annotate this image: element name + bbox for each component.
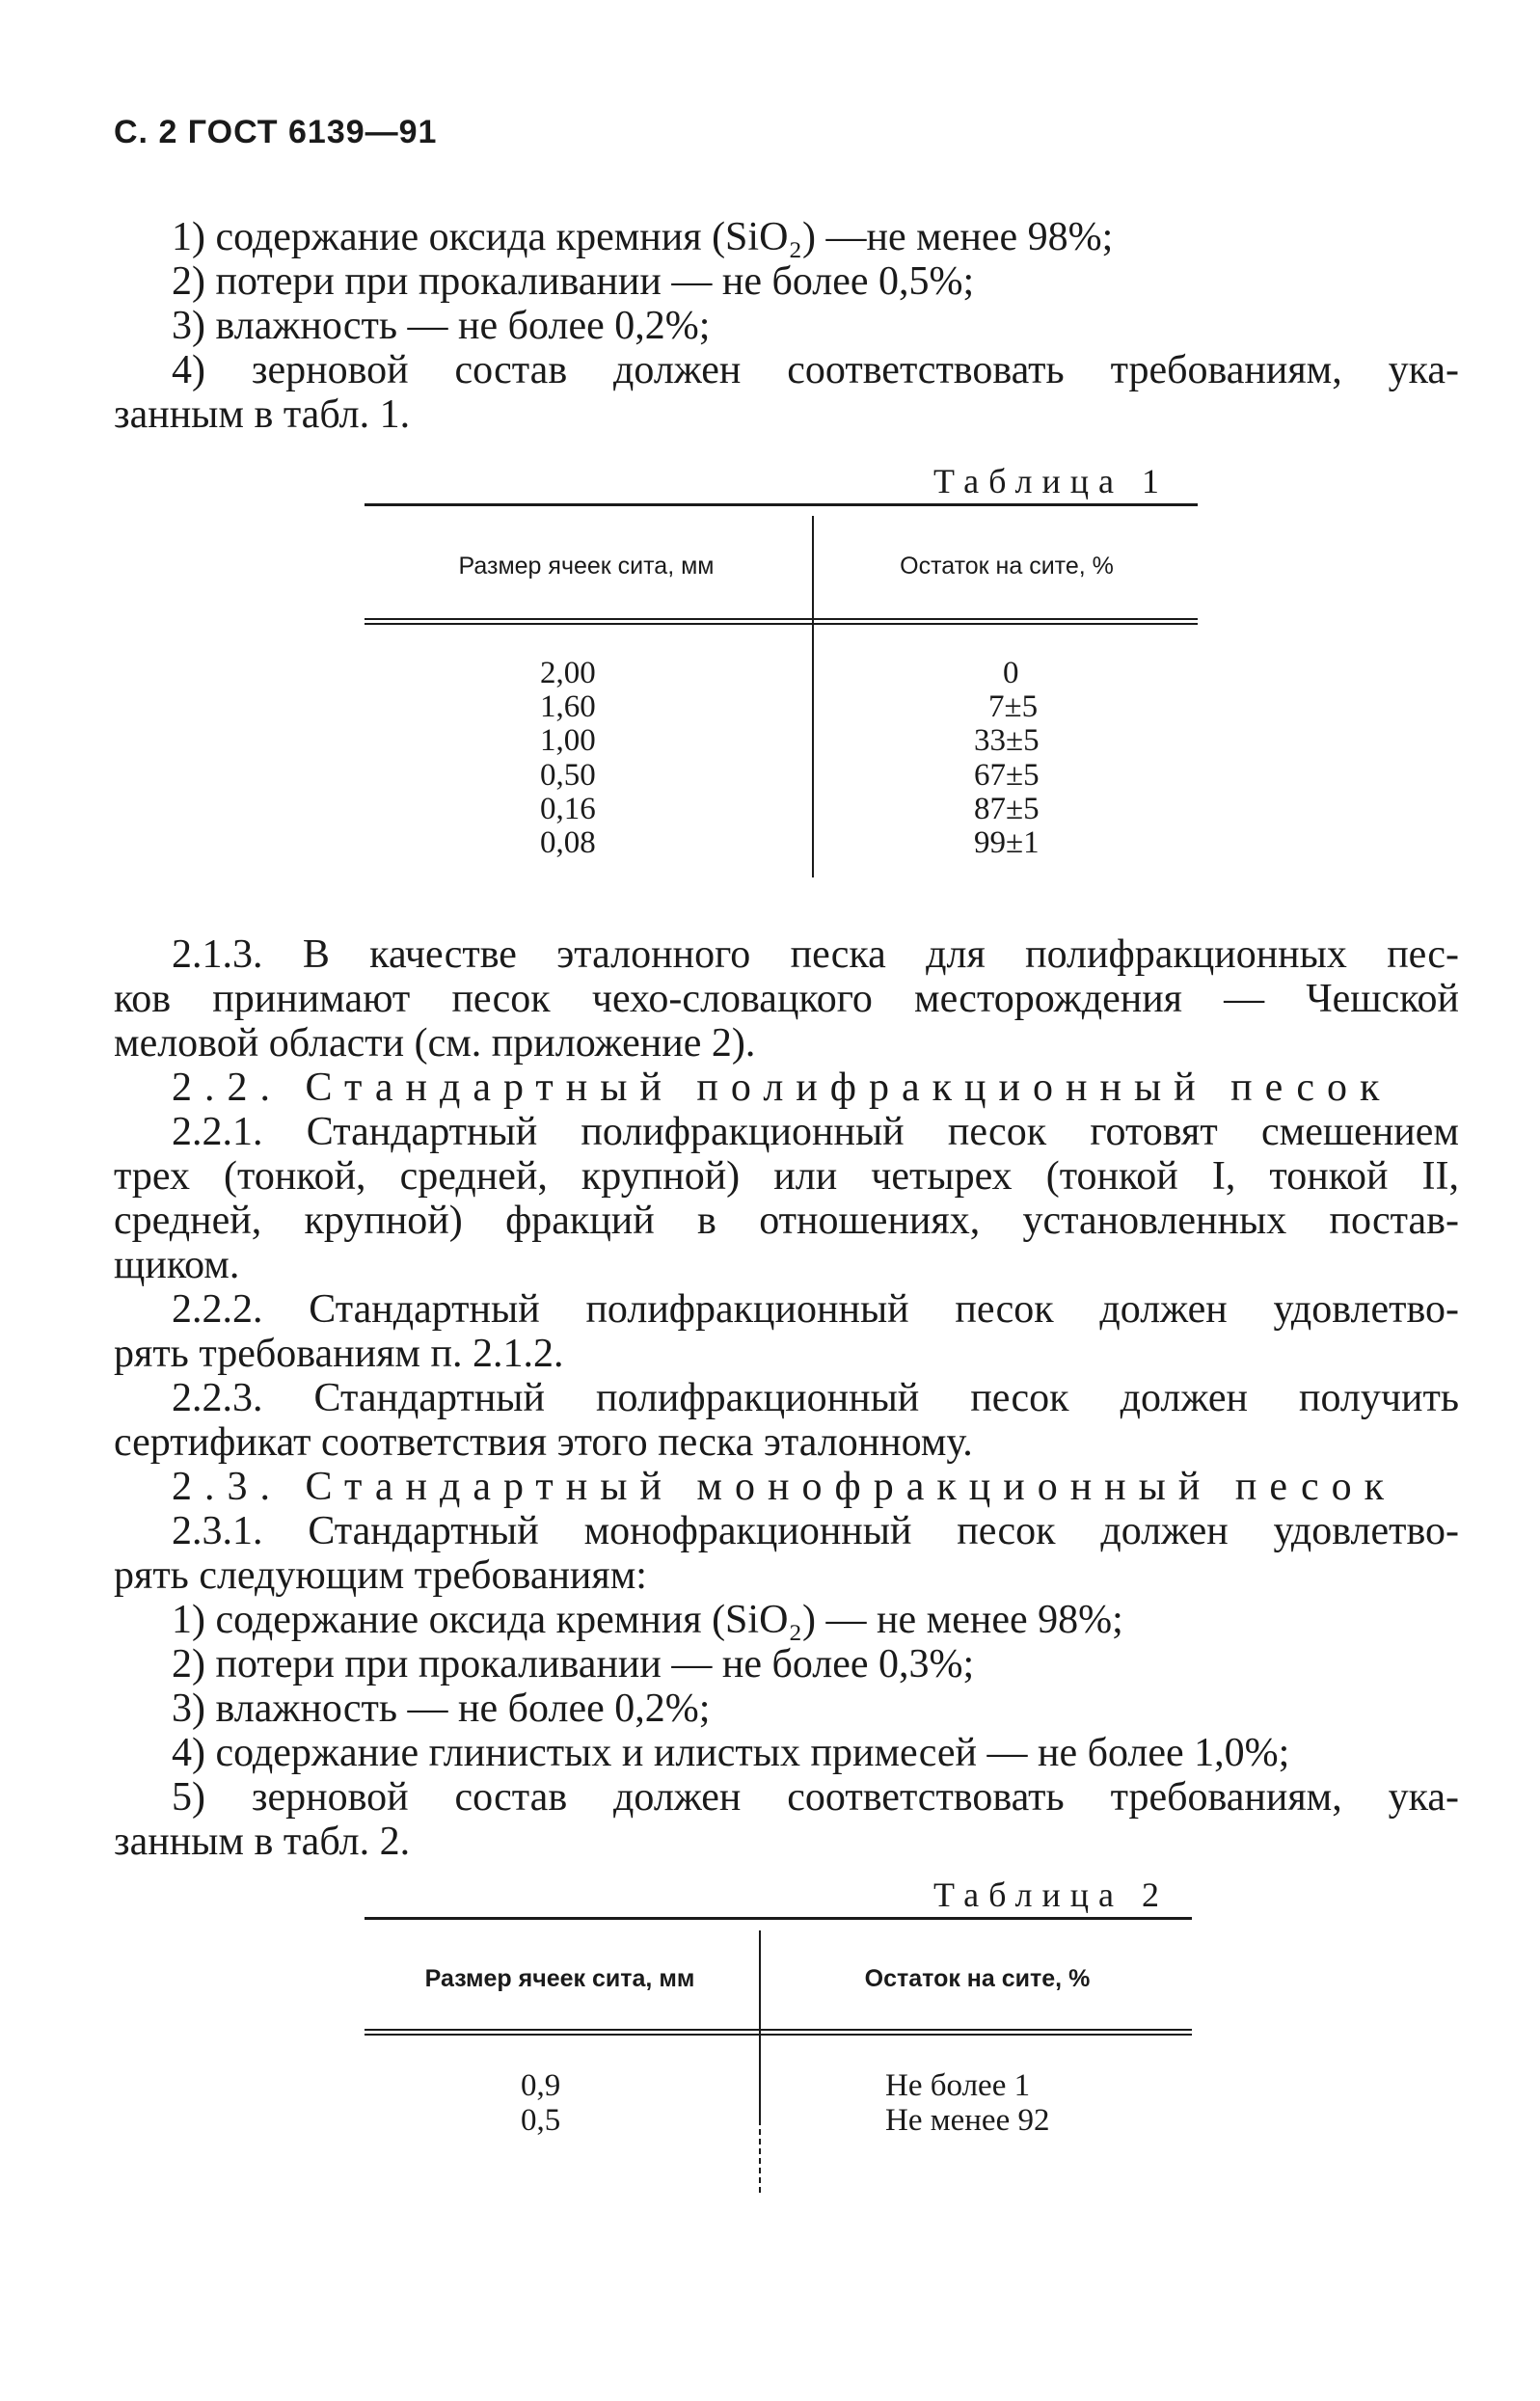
table1-residue: 7±5 xyxy=(988,689,1039,724)
table2-caption: Таблица 2 xyxy=(933,1875,1169,1914)
table1-residue: 0 xyxy=(1003,656,1019,690)
para-2-2-1-line1: 2.2.1. Стандартный полифракционный песок готовят смешением xyxy=(172,1110,1459,1154)
list2-item-5-cont: занным в табл. 2. xyxy=(114,1820,411,1864)
list1-item-4: 4) зерновой состав должен соответствовать требованиям, ука- xyxy=(172,348,1459,392)
para-2-1-3-line3: меловой области (см. приложение 2). xyxy=(114,1021,756,1066)
list2-item-2: 2) потери при прокаливании — не более 0,3%; xyxy=(172,1642,975,1686)
para-2-2-3-line1: 2.2.3. Стандартный полифракционный песок должен получить xyxy=(172,1376,1459,1420)
table1-size: 2,00 xyxy=(540,656,596,690)
list1-item-1: 1) содержание оксида кремния (SiO₂) —не менее 98%; xyxy=(172,215,1114,259)
para-2-1-3-line1: 2.1.3. В качестве эталонного песка для полифракционных пес- xyxy=(172,932,1459,977)
table2-size: 0,9 xyxy=(521,2068,561,2103)
table1-header-rule xyxy=(365,618,1198,625)
para-2-3-1-line1: 2.3.1. Стандартный монофракционный песок должен удовлетво- xyxy=(172,1509,1459,1553)
table1-caption: Таблица 1 xyxy=(933,462,1169,500)
table1-residue: 87±5 xyxy=(974,792,1040,826)
section-2-3-title: 2.3. Стандартный монофракционный песок xyxy=(172,1465,1397,1509)
para-2-2-3-line2: сертификат соответствия этого песка эталонному. xyxy=(114,1420,973,1465)
list1-item-2: 2) потери при прокаливании — не более 0,5%; xyxy=(172,259,975,304)
table1-size: 0,16 xyxy=(540,792,596,826)
table1-residue: 33±5 xyxy=(974,723,1040,758)
section-2-2-title: 2.2. Стандартный полифракционный песок xyxy=(172,1066,1392,1110)
table1-size: 0,08 xyxy=(540,825,596,860)
table1-size: 1,60 xyxy=(540,689,596,724)
table1-size: 0,50 xyxy=(540,758,596,793)
para-2-2-2-line2: рять требованиям п. 2.1.2. xyxy=(114,1332,564,1376)
list2-item-4: 4) содержание глинистых и илистых примесей — не более 1,0%; xyxy=(172,1731,1290,1775)
para-2-2-1-line4: щиком. xyxy=(114,1243,240,1287)
table2-residue: Не более 1 xyxy=(885,2068,1031,2103)
table1-residue: 99±1 xyxy=(974,825,1040,860)
list1-item-3: 3) влажность — не более 0,2%; xyxy=(172,304,711,348)
table2-column-divider xyxy=(759,1930,761,2119)
list1-item-4-cont: занным в табл. 1. xyxy=(114,392,411,437)
table2-top-rule xyxy=(365,1917,1192,1920)
table2-column-divider-end xyxy=(759,2119,761,2193)
para-2-2-1-line3: средней, крупной) фракций в отношениях, установленных постав- xyxy=(114,1199,1459,1243)
table2-residue: Не менее 92 xyxy=(885,2103,1050,2138)
table2-size: 0,5 xyxy=(521,2103,561,2138)
list2-item-5: 5) зерновой состав должен соответствовать требованиям, ука- xyxy=(172,1775,1459,1820)
list2-item-3: 3) влажность — не более 0,2%; xyxy=(172,1686,711,1731)
table1-top-rule xyxy=(365,503,1198,506)
table1-residue: 67±5 xyxy=(974,758,1040,793)
para-2-1-3-line2: ков принимают песок чехо-словацкого месторождения — Чешской xyxy=(114,977,1459,1021)
table1-col1-header: Размер ячеек сита, мм xyxy=(458,553,715,580)
para-2-2-2-line1: 2.2.2. Стандартный полифракционный песок должен удовлетво- xyxy=(172,1287,1459,1332)
page-header: С. 2 ГОСТ 6139—91 xyxy=(114,114,438,150)
table2-header-rule xyxy=(365,2029,1192,2036)
table1-column-divider xyxy=(812,516,814,877)
para-2-2-1-line2: трех (тонкой, средней, крупной) или четырех (тонкой I, тонкой II, xyxy=(114,1154,1459,1199)
table1-size: 1,00 xyxy=(540,723,596,758)
para-2-3-1-line2: рять следующим требованиям: xyxy=(114,1553,647,1598)
list2-item-1: 1) содержание оксида кремния (SiO₂) — не менее 98%; xyxy=(172,1598,1123,1642)
table2-col2-header: Остаток на сите, % xyxy=(864,1965,1091,1992)
table2-col1-header: Размер ячеек сита, мм xyxy=(424,1965,695,1992)
table1-col2-header: Остаток на сите, % xyxy=(900,553,1114,580)
